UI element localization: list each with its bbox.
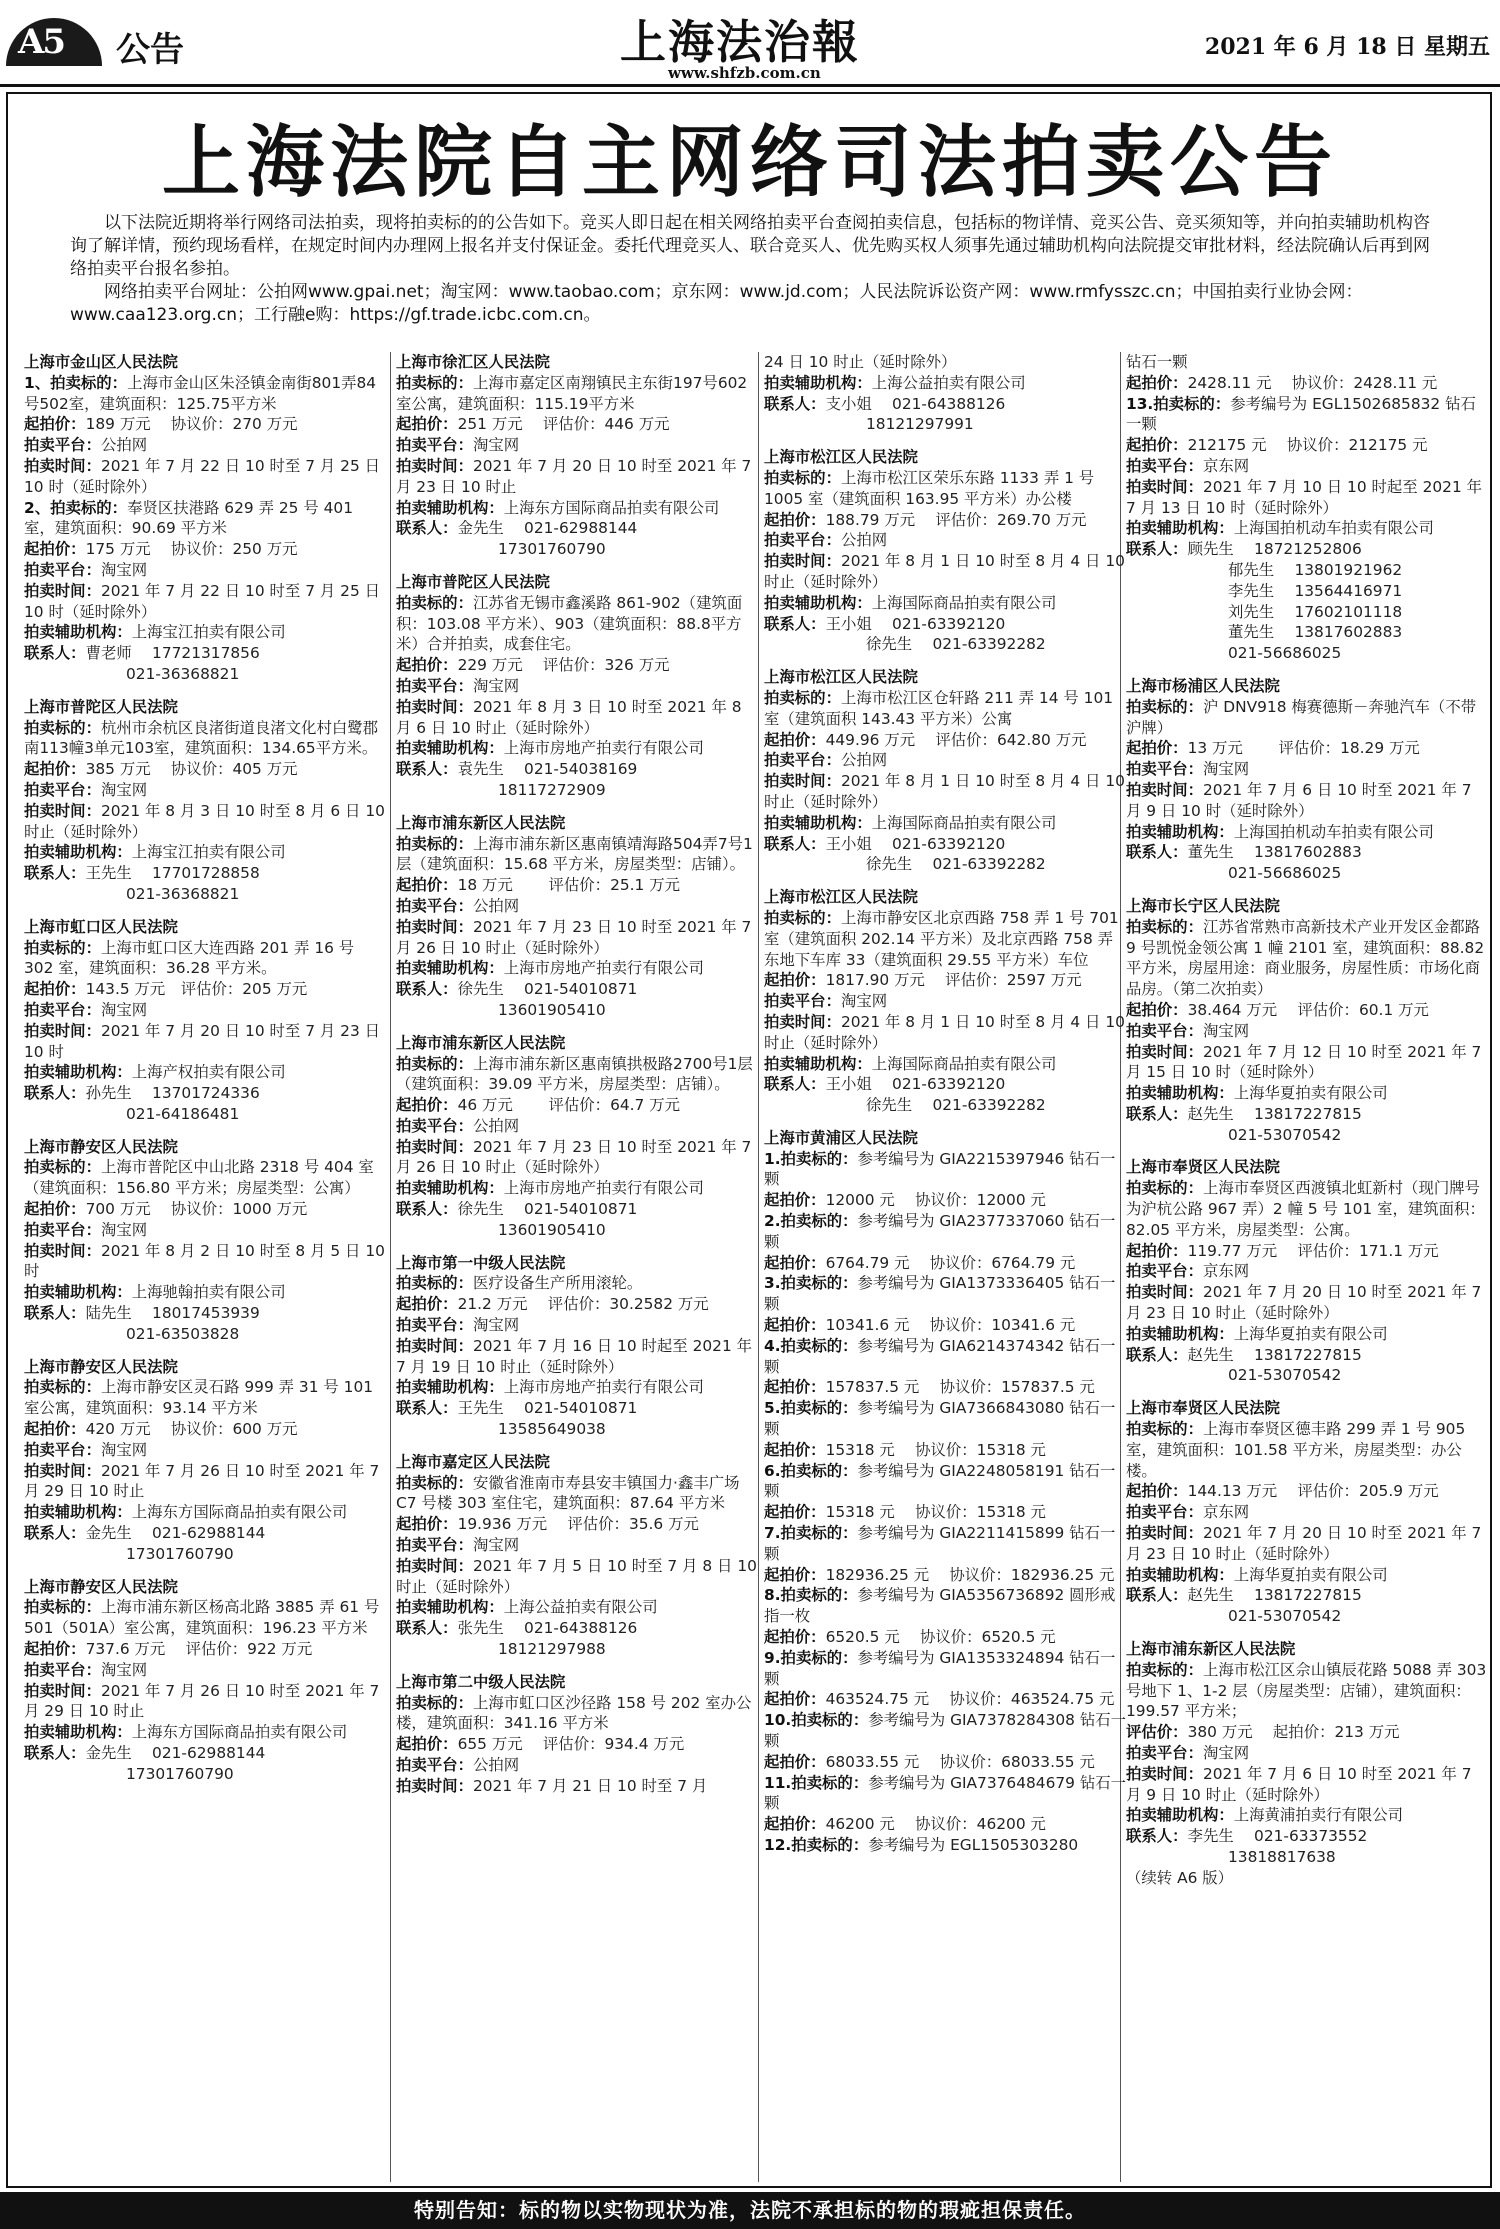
listing-line: 拍卖辅助机构：上海驰翰拍卖有限公司 <box>24 1283 286 1302</box>
listing-line: 评估价：380 万元 起拍价：213 万元 <box>1126 1723 1400 1742</box>
page-title: 上海法院自主网络司法拍卖公告 <box>161 118 1338 208</box>
listing-line: 联系人：支小姐 021-64388126 <box>764 394 1006 413</box>
listing-line: 拍卖平台：京东网 <box>1126 1503 1250 1522</box>
listing-line: 联系人：赵先生 13817227815 <box>1126 1345 1362 1364</box>
listing-line: 拍卖标的：上海市浦东新区惠南镇拱极路2700号1层（建筑面积：39.09 平方米，房屋类型：店铺）。 <box>396 1054 753 1094</box>
court-block <box>764 352 1127 435</box>
listing-line: 联系人：王先生 17701728858 <box>24 864 260 883</box>
court-name: 上海市浦东新区人民法院 <box>396 813 566 832</box>
listing-line: 拍卖时间：2021 年 7 月 21 日 10 时至 7 月 <box>396 1776 708 1795</box>
listing-line: 拍卖标的：上海市嘉定区南翔镇民主东街197号602室公寓，建筑面积：115.19平方米 <box>396 373 748 413</box>
listing-line: 拍卖标的：上海市虹口区大连西路 201 弄 16 号 302 室，建筑面积：36.28 平方米。 <box>24 938 355 978</box>
listing-line: 021-64186481 <box>126 1104 240 1123</box>
listing-line: 起拍价：10341.6 元 协议价：10341.6 元 <box>764 1316 1076 1335</box>
listing-line: 起拍价：46 万元 评估价：64.7 万元 <box>396 1096 681 1115</box>
listing-line: 拍卖时间：2021 年 7 月 22 日 10 时至 7 月 25 日 10 时（延时除外） <box>24 581 381 621</box>
court-block <box>1126 676 1489 884</box>
court-block <box>24 352 387 685</box>
court-block <box>24 697 387 905</box>
listing-line: 起拍价：189 万元 协议价：270 万元 <box>24 415 298 434</box>
listing-line: 刘先生 17602101118 <box>1228 602 1403 621</box>
listing-line: 拍卖时间：2021 年 7 月 6 日 10 时至 2021 年 7 月 9 日 10 时（延时除外） <box>1126 780 1472 820</box>
listing-line: 拍卖时间：2021 年 7 月 12 日 10 时至 2021 年 7 月 15 日 10 时（延时除外） <box>1126 1042 1482 1082</box>
court-block <box>24 1137 387 1345</box>
listing-line: 拍卖辅助机构：上海国拍机动车拍卖有限公司 <box>1126 822 1434 841</box>
listing-line: 拍卖平台：淘宝网 <box>24 560 148 579</box>
court-name: 上海市奉贤区人民法院 <box>1126 1158 1280 1177</box>
court-name: 上海市浦东新区人民法院 <box>396 1033 566 1052</box>
listing-line: 拍卖平台：京东网 <box>1126 456 1250 475</box>
listing-line: 拍卖标的：上海市奉贤区西渡镇北虹新村（现门牌号为沪杭公路 967 弄）2 幢 5 号 101 室，建筑面积：82.05 平方米，房屋类型：公寓。 <box>1126 1179 1485 1239</box>
listing-line: 拍卖辅助机构：上海市房地产拍卖行有限公司 <box>396 1378 704 1397</box>
listing-line: 021-36368821 <box>126 884 240 903</box>
listing-line: 拍卖标的：江苏省无锡市鑫溪路 861-902（建筑面积：103.08 平方米）、903（建筑面积：88.8平方米）合并拍卖，成套住宅。 <box>396 593 743 654</box>
listing-line: 拍卖时间：2021 年 8 月 1 日 10 时至 8 月 4 日 10 时止（延时除外） <box>764 1012 1125 1052</box>
court-block <box>24 917 387 1125</box>
header-rule <box>0 84 1500 87</box>
listing-line: 拍卖平台：淘宝网 <box>396 1316 520 1335</box>
listing-line: 起拍价：15318 元 协议价：15318 元 <box>764 1503 1046 1522</box>
court-name: 上海市黄浦区人民法院 <box>764 1128 918 1147</box>
listing-line: 联系人：李先生 021-63373552 <box>1126 1827 1368 1846</box>
listing-line: 拍卖辅助机构：上海宝江拍卖有限公司 <box>24 843 286 862</box>
listing-line: 拍卖平台：公拍网 <box>396 1756 520 1774</box>
listing-line: 拍卖标的：医疗设备生产所用滚轮。 <box>396 1274 643 1293</box>
court-name: 上海市虹口区人民法院 <box>24 917 178 936</box>
court-name: 上海市静安区人民法院 <box>24 1137 178 1156</box>
court-name: 上海市杨浦区人民法院 <box>1126 676 1280 695</box>
column-4 <box>1126 352 1489 2182</box>
court-block <box>24 1357 387 1565</box>
listing-line: 起拍价：212175 元 协议价：212175 元 <box>1126 436 1428 455</box>
listing-line: 5.拍卖标的：参考编号为 GIA7366843080 钻石一颗 <box>764 1399 1116 1439</box>
listing-line: 起拍价：157837.5 元 协议价：157837.5 元 <box>764 1378 1095 1397</box>
listing-line: 起拍价：251 万元 评估价：446 万元 <box>396 415 670 434</box>
court-block <box>764 1128 1127 1856</box>
court-name: 上海市奉贤区人民法院 <box>1126 1399 1280 1418</box>
column-2 <box>396 352 759 2182</box>
court-name: 上海市徐汇区人民法院 <box>396 353 550 371</box>
listing-line: 拍卖辅助机构：上海国际商品拍卖有限公司 <box>764 813 1057 832</box>
court-name: 上海市松江区人民法院 <box>764 888 918 907</box>
listing-line: 徐先生 021-63392282 <box>866 1096 1046 1115</box>
intro-platforms: 网络拍卖平台网址：公拍网www.gpai.net；淘宝网：www.taobao.com；京东网：www.jd.com；人民法院诉讼资产网：www.rmfysszc.cn；中国拍卖行业协会网：www.caa123.org.cn；工行融e购：https://gf.trade.icbc.com.cn。 <box>70 282 1363 325</box>
listing-line: 拍卖时间：2021 年 7 月 23 日 10 时至 2021 年 7 月 26 日 10 时止（延时除外） <box>396 917 752 957</box>
listing-line: 起拍价：182936.25 元 协议价：182936.25 元 <box>764 1565 1115 1584</box>
listing-line: 拍卖标的：安徽省淮南市寿县安丰镇国力·鑫丰广场 C7 号楼 303 室住宅，建筑面积：87.64 平方米 <box>396 1473 740 1513</box>
listing-line: 拍卖标的：上海市松江区仓轩路 211 弄 14 号 101 室（建筑面积 143.43 平方米）公寓 <box>764 688 1114 728</box>
listing-line: 拍卖平台：淘宝网 <box>24 1440 148 1459</box>
court-name: 上海市松江区人民法院 <box>764 448 918 467</box>
court-block <box>396 1033 759 1241</box>
listing-line: 拍卖辅助机构：上海黄浦拍卖行有限公司 <box>1126 1806 1404 1825</box>
listing-line: 起拍价：38.464 万元 评估价：60.1 万元 <box>1126 1000 1429 1019</box>
listing-line: 11.拍卖标的：参考编号为 GIA7376484679 钻石一颗 <box>764 1773 1127 1813</box>
listing-line: 8.拍卖标的：参考编号为 GIA5356736892 圆形戒指一枚 <box>764 1586 1116 1626</box>
court-block <box>396 352 759 560</box>
court-block <box>1126 1398 1489 1627</box>
listing-line: 起拍价：143.5 万元 评估价：205 万元 <box>24 980 308 999</box>
court-block <box>764 667 1127 875</box>
listing-line: 拍卖时间：2021 年 8 月 1 日 10 时至 8 月 4 日 10 时止（延时除外） <box>764 772 1125 811</box>
listing-line: 拍卖辅助机构：上海公益拍卖有限公司 <box>396 1598 658 1617</box>
listing-line: 拍卖辅助机构：上海市房地产拍卖行有限公司 <box>396 1179 704 1198</box>
listing-line: 拍卖辅助机构：上海东方国际商品拍卖有限公司 <box>24 1723 348 1742</box>
listing-line: 起拍价：449.96 万元 评估价：642.80 万元 <box>764 730 1087 749</box>
listing-line: 联系人：王小姐 021-63392120 <box>764 1075 1006 1094</box>
court-block <box>1126 896 1489 1146</box>
listing-line: 拍卖平台：淘宝网 <box>24 1220 148 1239</box>
listing-line: 1、拍卖标的：上海市金山区朱泾镇金南街801弄84号502室，建筑面积：125.75平方米 <box>24 373 377 413</box>
listing-line: 起拍价：2428.11 元 协议价：2428.11 元 <box>1126 373 1438 392</box>
listing-line: 拍卖平台：淘宝网 <box>1126 1021 1250 1040</box>
issue-date: 2021 年 6 月 18 日 星期五 <box>1204 34 1490 60</box>
listing-line: 拍卖标的：上海市浦东新区杨高北路 3885 弄 61 号 501（501A）室公寓，建筑面积：196.23 平方米 <box>24 1598 380 1638</box>
listing-line: 13818817638 <box>1228 1847 1336 1866</box>
column-1 <box>24 352 387 2182</box>
listing-line: 021-53070542 <box>1228 1607 1342 1626</box>
listing-line: 拍卖辅助机构：上海公益拍卖有限公司 <box>764 373 1026 392</box>
listing-line: 拍卖时间：2021 年 7 月 20 日 10 时至 7 月 23 日 10 时 <box>24 1021 381 1061</box>
court-name: 上海市第一中级人民法院 <box>396 1253 566 1272</box>
listing-line: 12.拍卖标的：参考编号为 EGL1505303280 <box>764 1835 1079 1854</box>
listing-line: 拍卖时间：2021 年 7 月 23 日 10 时至 2021 年 7 月 26 日 10 时止（延时除外） <box>396 1137 752 1177</box>
listing-line: 17301760790 <box>498 540 606 559</box>
listing-line: 021-53070542 <box>1228 1125 1342 1144</box>
court-name: 上海市嘉定区人民法院 <box>396 1452 550 1471</box>
masthead <box>0 0 1500 86</box>
listing-line: 起拍价：463524.75 元 协议价：463524.75 元 <box>764 1690 1115 1709</box>
listing-line: 起拍价：19.936 万元 评估价：35.6 万元 <box>396 1515 699 1534</box>
listing-line: 拍卖标的：沪 DNV918 梅赛德斯－奔驰汽车（不带沪牌） <box>1126 697 1477 737</box>
listing-line: 18121297991 <box>866 415 974 434</box>
listing-line: 起拍价：229 万元 评估价：326 万元 <box>396 656 670 675</box>
listing-line: 拍卖标的：江苏省常熟市高新技术产业开发区金都路 9 号凯悦金领公寓 1 幢 2101 室，建筑面积：88.82 平方米，房屋用途：商业服务，房屋性质：市场化商品房。（第二次拍卖） <box>1126 917 1485 999</box>
listing-line: 起拍价：700 万元 协议价：1000 万元 <box>24 1200 308 1219</box>
listing-line: 拍卖时间：2021 年 7 月 6 日 10 时至 2021 年 7 月 9 日 10 时止（延时除外） <box>1126 1764 1472 1804</box>
listing-line: 拍卖时间：2021 年 8 月 1 日 10 时至 8 月 4 日 10 时止（延时除外） <box>764 552 1125 591</box>
court-block <box>764 887 1127 1116</box>
listing-line: （续转 A6 版） <box>1126 1868 1234 1887</box>
listing-line: 拍卖时间：2021 年 7 月 26 日 10 时至 2021 年 7 月 29 日 10 时止 <box>24 1681 380 1721</box>
listing-line: 拍卖平台：淘宝网 <box>764 992 888 1011</box>
listing-line: 拍卖时间：2021 年 7 月 20 日 10 时至 2021 年 7 月 23 日 10 时止 <box>396 456 752 496</box>
listing-line: 董先生 13817602883 <box>1228 623 1403 642</box>
listing-line: 拍卖辅助机构：上海东方国际商品拍卖有限公司 <box>24 1503 348 1522</box>
listing-line: 联系人：董先生 13817602883 <box>1126 843 1362 862</box>
listing-line: 拍卖辅助机构：上海华夏拍卖有限公司 <box>1126 1565 1388 1584</box>
court-name: 上海市第二中级人民法院 <box>396 1672 566 1691</box>
listing-line: 拍卖辅助机构：上海国际商品拍卖有限公司 <box>764 593 1057 612</box>
listing-line: 起拍价：21.2 万元 评估价：30.2582 万元 <box>396 1295 709 1314</box>
listing-line: 起拍价：144.13 万元 评估价：205.9 万元 <box>1126 1482 1439 1501</box>
listing-line: 联系人：赵先生 13817227815 <box>1126 1586 1362 1605</box>
court-block <box>24 1577 387 1785</box>
listing-line: 起拍价：655 万元 评估价：934.4 万元 <box>396 1735 685 1754</box>
listing-line: 起拍价：46200 元 协议价：46200 元 <box>764 1815 1046 1834</box>
listing-line: 拍卖辅助机构：上海产权拍卖有限公司 <box>24 1063 286 1082</box>
listing-line: 拍卖时间：2021 年 7 月 5 日 10 时至 7 月 8 日 10 时止（延时除外） <box>396 1556 757 1596</box>
listing-line: 拍卖标的：上海市浦东新区惠南镇靖海路504弄7号1层（建筑面积：15.68 平方米，房屋类型：店铺）。 <box>396 834 753 874</box>
listing-line: 拍卖时间：2021 年 8 月 2 日 10 时至 8 月 5 日 10 时 <box>24 1241 385 1281</box>
listing-line: 联系人：赵先生 13817227815 <box>1126 1104 1362 1123</box>
listing-line: 起拍价：119.77 万元 评估价：171.1 万元 <box>1126 1241 1439 1260</box>
listing-line: 拍卖平台：公拍网 <box>396 1116 520 1135</box>
listing-line: 拍卖标的：上海市静安区灵石路 999 弄 31 号 101 室公寓，建筑面积：93.14 平方米 <box>24 1378 374 1418</box>
listing-line: 郁先生 13801921962 <box>1228 560 1403 579</box>
listing-line: 拍卖标的：上海市虹口区沙径路 158 号 202 室办公楼，建筑面积：341.16 平方米 <box>396 1693 752 1733</box>
court-name: 上海市金山区人民法院 <box>24 353 178 371</box>
listing-line: 1.拍卖标的：参考编号为 GIA2215397946 钻石一颗 <box>764 1149 1116 1189</box>
section-label: 公告 <box>116 30 184 70</box>
listing-line: 起拍价：385 万元 协议价：405 万元 <box>24 760 298 779</box>
listing-line: 拍卖时间：2021 年 7 月 10 日 10 时起至 2021 年 7 月 13 日 10 时（延时除外） <box>1126 477 1483 517</box>
listing-line: 起拍价：15318 元 协议价：15318 元 <box>764 1440 1046 1459</box>
court-block <box>1126 1639 1489 1889</box>
court-block <box>396 1452 759 1660</box>
listing-line: 021-56686025 <box>1228 864 1342 883</box>
listing-line: 拍卖时间：2021 年 8 月 3 日 10 时至 8 月 6 日 10 时止（延时除外） <box>24 801 385 841</box>
intro-paragraph: 以下法院近期将举行网络司法拍卖，现将拍卖标的的公告如下。竞买人即日起在相关网络拍卖平台查阅拍卖信息，包括标的物详情、竞买公告、竞买须知等，并向拍卖辅助机构咨询了解详情，预约现场看样，在规定时间内办理网上报名并支付保证金。委托代理竞买人、联合竞买人、优先购买权人须事先通过辅助机构向法院提交审批材料，经法院确认后再到网络拍卖平台报名参拍。 <box>70 213 1430 279</box>
intro-text <box>70 212 1440 327</box>
court-name: 上海市静安区人民法院 <box>24 1357 178 1376</box>
listing-line: 拍卖平台：淘宝网 <box>1126 1744 1250 1762</box>
court-name: 上海市松江区人民法院 <box>764 668 918 687</box>
listing-line: 联系人：曹老师 17721317856 <box>24 644 260 663</box>
listing-line: 起拍价：12000 元 协议价：12000 元 <box>764 1191 1046 1210</box>
website-url: www.shfzb.com.cn <box>668 64 821 82</box>
listing-line: 拍卖平台：公拍网 <box>24 436 148 455</box>
listing-line: 拍卖标的：杭州市余杭区良渚街道良渚文化村白鹭郡南113幢3单元103室，建筑面积：134.65平方米。 <box>24 718 379 758</box>
court-block <box>396 572 759 801</box>
listing-line: 拍卖平台：淘宝网 <box>396 436 520 455</box>
court-block <box>396 1253 759 1440</box>
listing-line: 联系人：徐先生 021-54010871 <box>396 980 638 999</box>
listing-line: 拍卖时间：2021 年 7 月 20 日 10 时至 2021 年 7 月 23 日 10 时止（延时除外） <box>1126 1524 1482 1563</box>
listing-line: 起拍价：737.6 万元 评估价：922 万元 <box>24 1640 313 1659</box>
listing-line: 联系人：孙先生 13701724336 <box>24 1084 260 1103</box>
listing-line: 6.拍卖标的：参考编号为 GIA2248058191 钻石一颗 <box>764 1461 1116 1501</box>
listing-line: 拍卖时间：2021 年 7 月 26 日 10 时至 2021 年 7 月 29 日 10 时止 <box>24 1461 380 1501</box>
listing-line: 7.拍卖标的：参考编号为 GIA2211415899 钻石一颗 <box>764 1524 1116 1563</box>
listing-line: 拍卖平台：公拍网 <box>396 896 520 915</box>
listing-line: 拍卖平台：淘宝网 <box>24 780 148 799</box>
listing-line: 起拍价：68033.55 元 协议价：68033.55 元 <box>764 1752 1095 1771</box>
listing-line: 联系人：徐先生 021-54010871 <box>396 1200 638 1219</box>
listing-line: 18121297988 <box>498 1640 606 1659</box>
listing-line: 起拍价：6764.79 元 协议价：6764.79 元 <box>764 1253 1076 1272</box>
listing-line: 2.拍卖标的：参考编号为 GIA2377337060 钻石一颗 <box>764 1212 1116 1251</box>
listing-line: 拍卖辅助机构：上海华夏拍卖有限公司 <box>1126 1084 1388 1103</box>
listing-line: 10.拍卖标的：参考编号为 GIA7378284308 钻石一颗 <box>764 1711 1127 1750</box>
listing-line: 起拍价：13 万元 评估价：18.29 万元 <box>1126 739 1420 758</box>
listing-line: 起拍价：188.79 万元 评估价：269.70 万元 <box>764 510 1087 529</box>
listing-line: 拍卖平台：公拍网 <box>764 751 888 770</box>
listing-line: 18117272909 <box>498 780 606 799</box>
listing-line: 联系人：金先生 021-62988144 <box>24 1744 266 1762</box>
listing-line: 13601905410 <box>498 1220 606 1239</box>
listing-line: 联系人：袁先生 021-54038169 <box>396 760 638 779</box>
court-name: 上海市普陀区人民法院 <box>24 697 178 716</box>
footer-notice: 特别告知：标的物以实物现状为准，法院不承担标的物的瑕疵担保责任。 <box>0 2192 1500 2229</box>
court-name: 上海市静安区人民法院 <box>24 1577 178 1596</box>
listing-line: 徐先生 021-63392282 <box>866 635 1046 654</box>
listing-line: 9.拍卖标的：参考编号为 GIA1353324894 钻石一颗 <box>764 1648 1116 1688</box>
listing-line: 021-56686025 <box>1228 644 1342 663</box>
listing-line: 拍卖标的：上海市普陀区中山北路 2318 号 404 室（建筑面积：156.80 平方米；房屋类型：公寓） <box>24 1158 374 1198</box>
listing-line: 起拍价：18 万元 评估价：25.1 万元 <box>396 876 681 895</box>
listing-line: 13585649038 <box>498 1420 606 1439</box>
court-name: 上海市普陀区人民法院 <box>396 572 550 591</box>
listing-line: 3.拍卖标的：参考编号为 GIA1373336405 钻石一颗 <box>764 1274 1116 1314</box>
listing-line: 联系人：王先生 021-54010871 <box>396 1399 638 1418</box>
listing-line: 24 日 10 时止（延时除外） <box>764 353 957 371</box>
listing-line: 拍卖平台：京东网 <box>1126 1262 1250 1281</box>
listing-line: 17301760790 <box>126 1764 234 1783</box>
listing-line: 拍卖标的：上海市奉贤区德丰路 299 弄 1 号 905 室，建筑面积：101.58 平方米，房屋类型：办公楼。 <box>1126 1420 1466 1480</box>
listing-line: 起拍价：420 万元 协议价：600 万元 <box>24 1420 298 1439</box>
listing-line: 拍卖标的：上海市松江区荣乐东路 1133 弄 1 号 1005 室（建筑面积 163.95 平方米）办公楼 <box>764 468 1095 508</box>
listing-line: 拍卖时间：2021 年 7 月 16 日 10 时起至 2021 年 7 月 19 日 10 时止（延时除外） <box>396 1336 753 1376</box>
listing-line: 联系人：顾先生 18721252806 <box>1126 540 1362 559</box>
listing-line: 联系人：王小姐 021-63392120 <box>764 614 1006 633</box>
listing-line: 拍卖平台：公拍网 <box>764 531 888 550</box>
listing-line: 拍卖辅助机构：上海国拍机动车拍卖有限公司 <box>1126 519 1434 538</box>
listing-line: 起拍价：1817.90 万元 评估价：2597 万元 <box>764 971 1082 990</box>
listing-line: 021-36368821 <box>126 664 240 683</box>
column-3 <box>764 352 1127 2182</box>
listing-line: 拍卖时间：2021 年 7 月 22 日 10 时至 7 月 25 日 10 时（延时除外） <box>24 456 381 496</box>
newspaper-logo: 上海法治報 <box>620 15 860 69</box>
listing-line: 拍卖平台：淘宝网 <box>396 676 520 695</box>
listing-line: 联系人：陆先生 18017453939 <box>24 1304 260 1323</box>
listing-line: 拍卖标的：上海市松江区佘山镇辰花路 5088 弄 303 号地下 1、1-2 层（房屋类型：店铺），建筑面积：199.57 平方米； <box>1126 1660 1487 1721</box>
listing-line: 起拍价：175 万元 协议价：250 万元 <box>24 540 298 559</box>
listing-line: 拍卖辅助机构：上海市房地产拍卖行有限公司 <box>396 959 704 978</box>
court-block <box>764 447 1127 655</box>
listing-line: 徐先生 021-63392282 <box>866 855 1046 874</box>
listing-line: 起拍价：6520.5 元 协议价：6520.5 元 <box>764 1628 1056 1647</box>
court-name: 上海市长宁区人民法院 <box>1126 896 1280 915</box>
court-block <box>396 813 759 1021</box>
listing-line: 李先生 13564416971 <box>1228 581 1403 600</box>
listing-line: 拍卖辅助机构：上海国际商品拍卖有限公司 <box>764 1054 1057 1073</box>
announcement-columns <box>24 352 1487 2182</box>
listing-line: 拍卖辅助机构：上海华夏拍卖有限公司 <box>1126 1324 1388 1343</box>
listing-line: 联系人：张先生 021-64388126 <box>396 1619 638 1638</box>
court-block <box>1126 352 1489 664</box>
listing-line: 拍卖平台：淘宝网 <box>24 1660 148 1679</box>
listing-line: 13.拍卖标的：参考编号为 EGL1502685832 钻石一颗 <box>1126 394 1476 434</box>
listing-line: 2、拍卖标的：奉贤区扶港路 629 弄 25 号 401 室，建筑面积：90.69 平方米 <box>24 498 353 538</box>
listing-line: 拍卖时间：2021 年 7 月 20 日 10 时至 2021 年 7 月 23 日 10 时止（延时除外） <box>1126 1283 1482 1323</box>
listing-line: 联系人：金先生 021-62988144 <box>396 519 638 538</box>
listing-line: 拍卖辅助机构：上海宝江拍卖有限公司 <box>24 623 286 642</box>
listing-line: 拍卖时间：2021 年 8 月 3 日 10 时至 2021 年 8 月 6 日 10 时止（延时除外） <box>396 697 742 737</box>
listing-line: 拍卖平台：淘宝网 <box>24 1000 148 1019</box>
listing-line: 17301760790 <box>126 1544 234 1563</box>
listing-line: 4.拍卖标的：参考编号为 GIA6214374342 钻石一颗 <box>764 1336 1116 1376</box>
listing-line: 拍卖辅助机构：上海东方国际商品拍卖有限公司 <box>396 498 720 517</box>
listing-line: 拍卖辅助机构：上海市房地产拍卖行有限公司 <box>396 739 704 758</box>
listing-line: 021-53070542 <box>1228 1366 1342 1385</box>
page-number: A5 <box>18 22 65 62</box>
listing-line: 021-63503828 <box>126 1324 240 1343</box>
listing-line: 联系人：金先生 021-62988144 <box>24 1524 266 1543</box>
court-block <box>1126 1157 1489 1386</box>
listing-line: 拍卖标的：上海市静安区北京西路 758 弄 1 号 701 室（建筑面积 202.14 平方米）及北京西路 758 弄东地下车库 33（建筑面积 29.55 平方米）车位 <box>764 908 1119 969</box>
listing-line: 13601905410 <box>498 1000 606 1019</box>
listing-line: 钻石一颗 <box>1126 353 1188 371</box>
court-block <box>396 1672 759 1797</box>
listing-line: 拍卖平台：淘宝网 <box>396 1536 520 1555</box>
court-name: 上海市浦东新区人民法院 <box>1126 1640 1296 1659</box>
listing-line: 拍卖平台：淘宝网 <box>1126 760 1250 779</box>
listing-line: 联系人：王小姐 021-63392120 <box>764 834 1006 853</box>
